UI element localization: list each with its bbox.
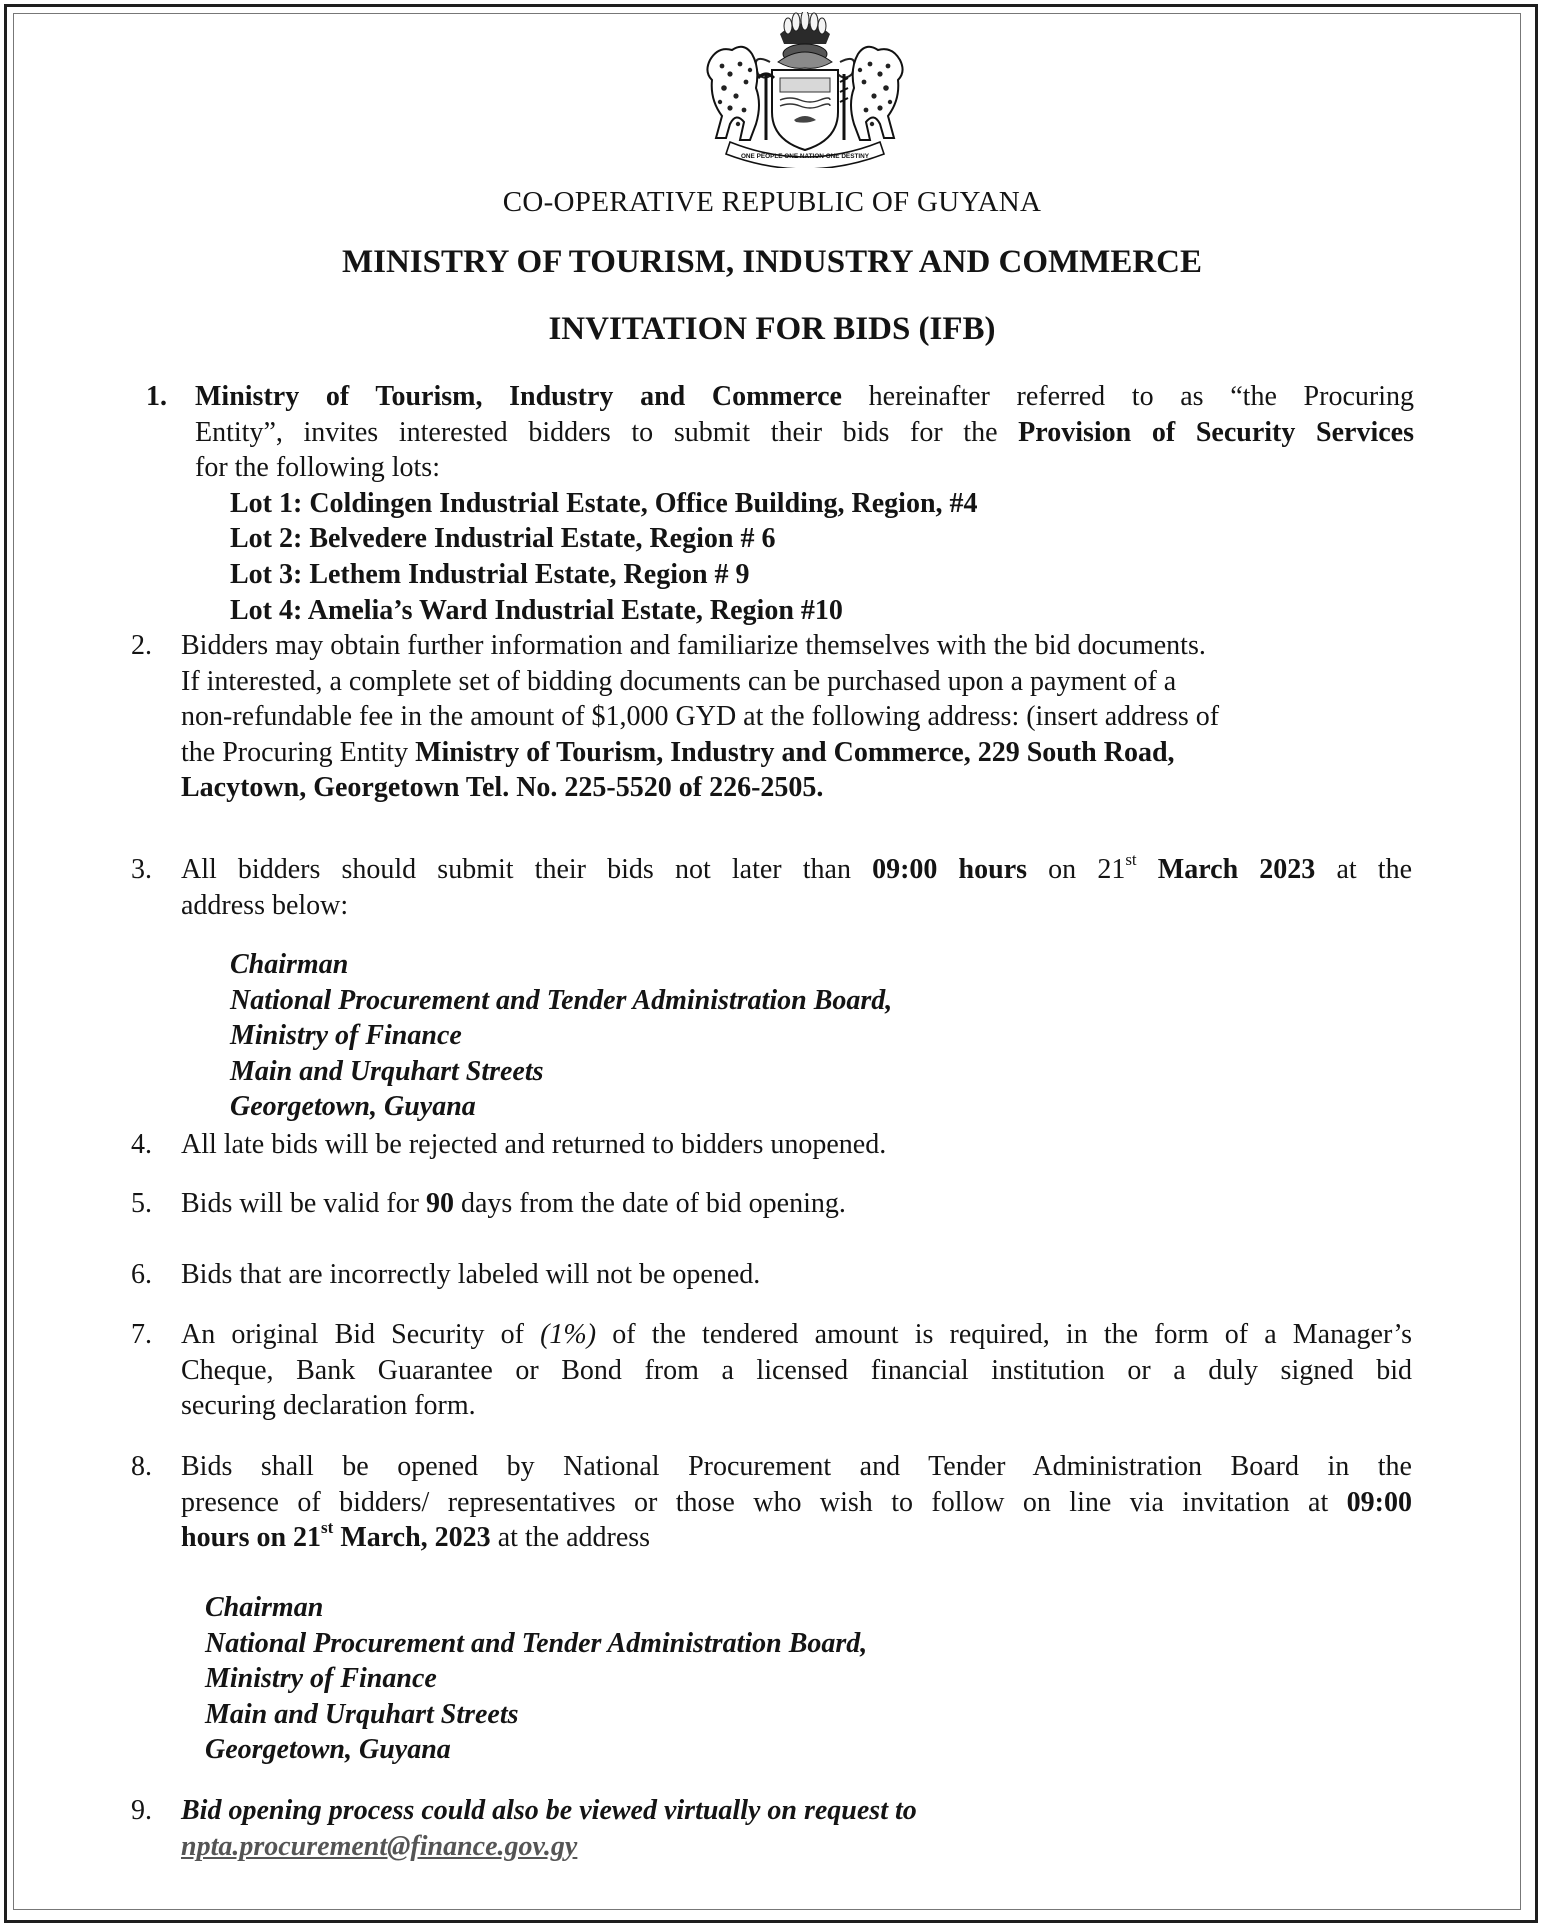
submission-address: Chairman National Procurement and Tender Administration Board, Ministry of Finance Main and Urquhart Streets Georgetown, Guyana [230,949,893,1123]
clause-1: 1. Ministry of Tourism, Industry and Commerce hereinafter referred to as “the Procuring Entity”, invites interested bidders to submit their bids for the Provision of Security Services for the following lots: Lot 1: Coldingen Industrial Estate, Office Building, Region, #4 Lot 2: Belvedere Industrial Estate, Region # 6 Lot 3: Lethem Industrial Estate, Region # 9 Lot 4: Amelia’s Ward Industrial Estate, Region #10 [0,379,1544,629]
clause-4: 4. All late bids will be rejected and returned to bidders unopened. [0,1127,1544,1167]
clause-6-number: 6. [131,1259,152,1290]
lot-1: Lot 1: Coldingen Industrial Estate, Office Building, Region, #4 [230,487,978,519]
procurement-email-link[interactable]: npta.procurement@finance.gov.gy [181,1830,578,1862]
opening-address: Chairman National Procurement and Tender Administration Board, Ministry of Finance Main and Urquhart Streets Georgetown, Guyana [205,1592,868,1766]
clause-6: 6. Bids that are incorrectly labeled will not be opened. [0,1257,1544,1297]
clause-2-number: 2. [131,630,152,661]
ministry-heading: MINISTRY OF TOURISM, INDUSTRY AND COMMERCE [341,244,1203,280]
opening-date: March, 2023 [333,1522,491,1554]
service-name: Provision of Security Services [1018,416,1414,448]
clause-7-number: 7. [131,1319,152,1350]
coat-of-arms-emblem [700,12,910,168]
clause-3-number: 3. [131,854,152,885]
bid-security-percent: (1%) [540,1319,597,1350]
republic-heading: CO-OPERATIVE REPUBLIC OF GUYANA [502,186,1042,218]
clause-5: 5. Bids will be valid for 90 days from the date of bid opening. [0,1186,1544,1226]
clause-3: 3. All bidders should submit their bids not later than 09:00 hours on 21st March 2023 at the address below: [131,849,1412,921]
clause-8: 8. Bids shall be opened by National Procurement and Tender Administration Board in the presence of bidders/ representatives or those who wish to follow on line via invitation at 09:00 hours on 21st March, 2023 at the address [131,1451,1412,1554]
submission-time: 09:00 hours [872,854,1028,885]
lot-3: Lot 3: Lethem Industrial Estate, Region # 9 [230,558,750,590]
clause-7: 7. An original Bid Security of (1%) of the tendered amount is required, in the form of a Manager’s Cheque, Bank Guarantee or Bond from a licensed financial institution or a duly signed bid securing declaration form. [131,1319,1413,1422]
clause-8-number: 8. [131,1451,152,1482]
lot-2: Lot 2: Belvedere Industrial Estate, Region # 6 [230,523,776,555]
procuring-entity-name: Ministry of Tourism, Industry and Commerce [195,381,842,412]
crest-motto: ONE PEOPLE ONE NATION ONE DESTINY [740,153,870,160]
lot-4: Lot 4: Amelia’s Ward Industrial Estate, Region #10 [230,594,843,626]
clause-2: 2. Bidders may obtain further information and familiarize themselves with the bid documents. If interested, a complete set of bidding documents can be purchased upon a payment of a non-refundable fee in the amount of $1,000 GYD at the following address: (insert address of the Procuring Entity Ministry of Tourism, Industry and Commerce, 229 South Road, Lacytown, Georgetown Tel. No. 225-5520 of 226-2505. [0,628,1544,808]
clause-5-number: 5. [131,1188,152,1219]
clause-4-number: 4. [131,1129,152,1160]
validity-days: 90 [425,1188,454,1219]
clause-9: 9. Bid opening process could also be viewed virtually on request to npta.procurement@finance.gov.gy [0,1793,1544,1873]
procuring-entity-address: Lacytown, Georgetown Tel. No. 225-5520 of 226-2505. [181,772,824,804]
document-title: INVITATION FOR BIDS (IFB) [548,311,996,347]
clause-9-number: 9. [131,1795,152,1826]
submission-date: March 2023 [1136,854,1316,885]
clause-1-number: 1. [146,381,167,412]
